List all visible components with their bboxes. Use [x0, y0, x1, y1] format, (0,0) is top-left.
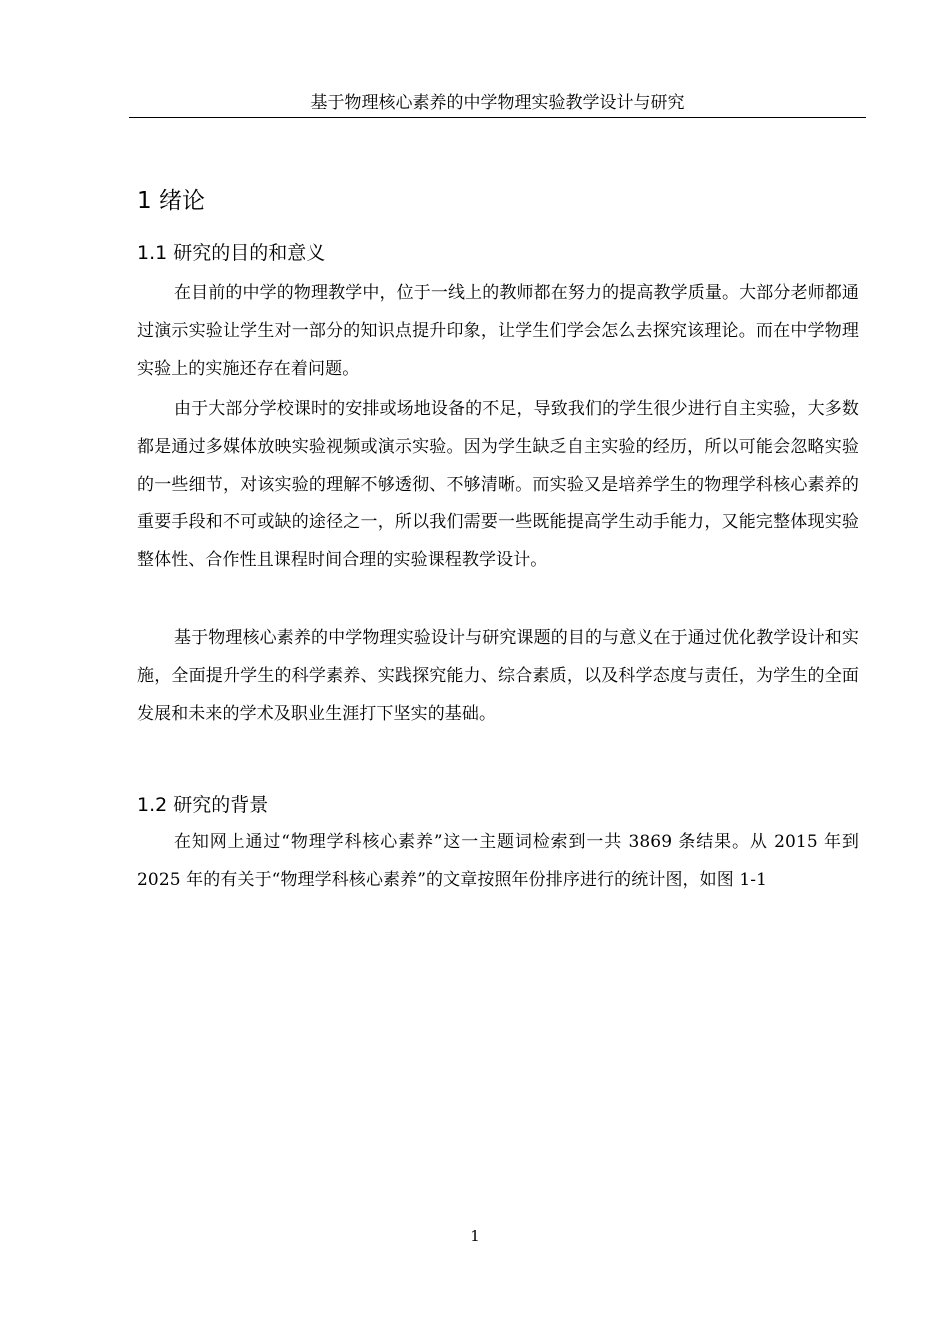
paragraph: 在目前的中学的物理教学中，位于一线上的教师都在努力的提高教学质量。大部分老师都通过演示实验让学生对一部分的知识点提升印象，让学生们学会怎么去探究该理论。而在中学物理实验上的实施还存在着问题。	[137, 283, 859, 379]
running-header: 基于物理核心素养的中学物理实验教学设计与研究	[129, 92, 866, 118]
chapter-title: 1 绪论	[137, 188, 205, 214]
paragraph: 基于物理核心素养的中学物理实验设计与研究课题的目的与意义在于通过优化教学设计和实施，全面提升学生的科学素养、实践探究能力、综合素质，以及科学态度与责任，为学生的全面发展和未来的学术及职业生涯打下坚实的基础。	[137, 628, 859, 724]
paragraph: 在知网上通过“物理学科核心素养”这一主题词检索到一共 3869 条结果。从 2015 年到 2025 年的有关于“物理学科核心素养”的文章按照年份排序进行的统计图，如图 1-1	[137, 832, 859, 890]
paragraph: 由于大部分学校课时的安排或场地设备的不足，导致我们的学生很少进行自主实验，大多数都是通过多媒体放映实验视频或演示实验。因为学生缺乏自主实验的经历，所以可能会忽略实验的一些细节，对该实验的理解不够透彻、不够清晰。而实验又是培养学生的物理学科核心素养的重要手段和不可或缺的途径之一，所以我们需要一些既能提高学生动手能力，又能完整体现实验整体性、合作性且课程时间合理的实验课程教学设计。	[137, 399, 859, 571]
section-title: 1.1 研究的目的和意义	[137, 242, 326, 264]
section-title: 1.2 研究的背景	[137, 794, 269, 816]
page-number: 1	[470, 1227, 480, 1245]
